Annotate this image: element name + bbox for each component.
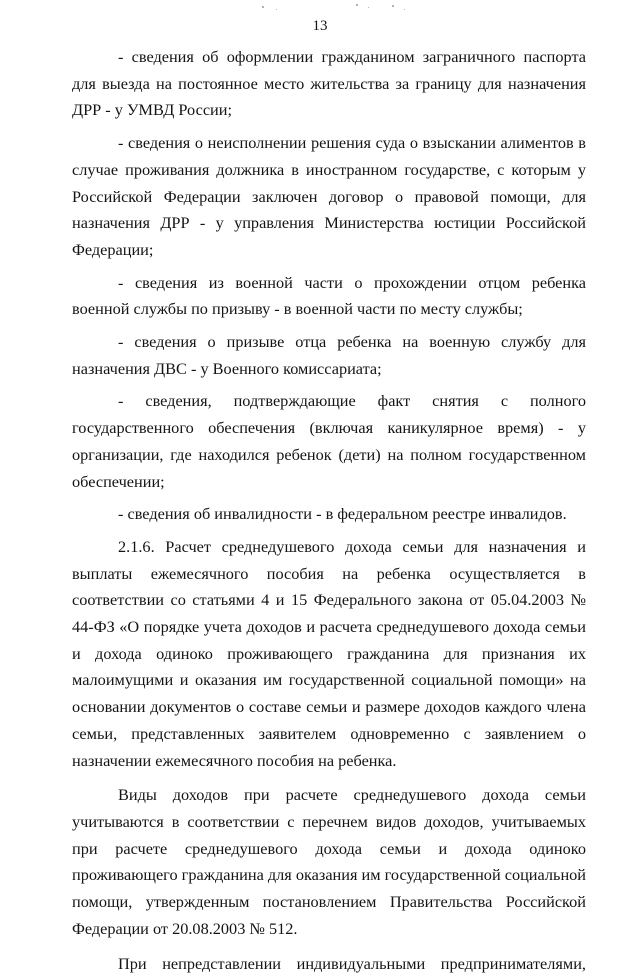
scan-speck <box>262 6 264 8</box>
paragraph-alimony: - сведения о неисполнении решения суда о взыскании алиментов в случае проживания должника в иностранном государстве, с которым у Российской Федерации заключен договор о правовой помощи, для назначения ДРР - у управления Министерства юстиции Российской Федерации; <box>72 130 586 264</box>
paragraph-income-calculation: 2.1.6. Расчет среднедушевого дохода семьи для назначения и выплаты ежемесячного пособия на ребенка осуществляется в соответствии со статьями 4 и 15 Федерального закона от 05.04.2003 № 44-ФЗ «О порядке учета доходов и расчета среднедушевого дохода семьи и дохода одиноко проживающего гражданина для признания их малоимущими и оказания им государственной социальной помощи» на основании документов о составе семьи и размере доходов каждого члена семьи, представленных заявителем одновременно с заявлением о назначении ежемесячного пособия на ребенка. <box>72 534 586 774</box>
paragraph-disability: - сведения об инвалидности - в федеральном реестре инвалидов. <box>72 501 586 528</box>
paragraph-foreign-passport: - сведения об оформлении гражданином заграничного паспорта для выезда на постоянное место жительства за границу для назначения ДРР - у УМВД России; <box>72 44 586 124</box>
scan-speck <box>392 5 394 7</box>
paragraph-entrepreneurs: При непредставлении индивидуальными предпринимателями, <box>72 951 586 977</box>
page-number: 13 <box>0 18 640 35</box>
scan-speck <box>276 9 277 10</box>
document-body <box>72 44 586 977</box>
paragraph-military-service: - сведения из военной части о прохождении отцом ребенка военной службы по призыву - в военной части по месту службы; <box>72 270 586 323</box>
paragraph-income-types: Виды доходов при расчете среднедушевого дохода семьи учитываются в соответствии с перечнем видов доходов, учитываемых при расчете среднедушевого дохода семьи и дохода одиноко проживающего гражданина для оказания им государственной социальной помощи, утвержденным постановлением Правительства Российской Федерации от 20.08.2003 № 512. <box>72 782 586 942</box>
scan-speck <box>404 9 405 10</box>
paragraph-conscription: - сведения о призыве отца ребенка на военную службу для назначения ДВС - у Военного комиссариата; <box>72 329 586 382</box>
paragraph-state-support: - сведения, подтверждающие факт снятия с полного государственного обеспечения (включая каникулярное время) - у организации, где находился ребенок (дети) на полном государственном обеспечении; <box>72 388 586 495</box>
scan-speck <box>368 7 369 8</box>
scan-speck <box>356 4 358 6</box>
